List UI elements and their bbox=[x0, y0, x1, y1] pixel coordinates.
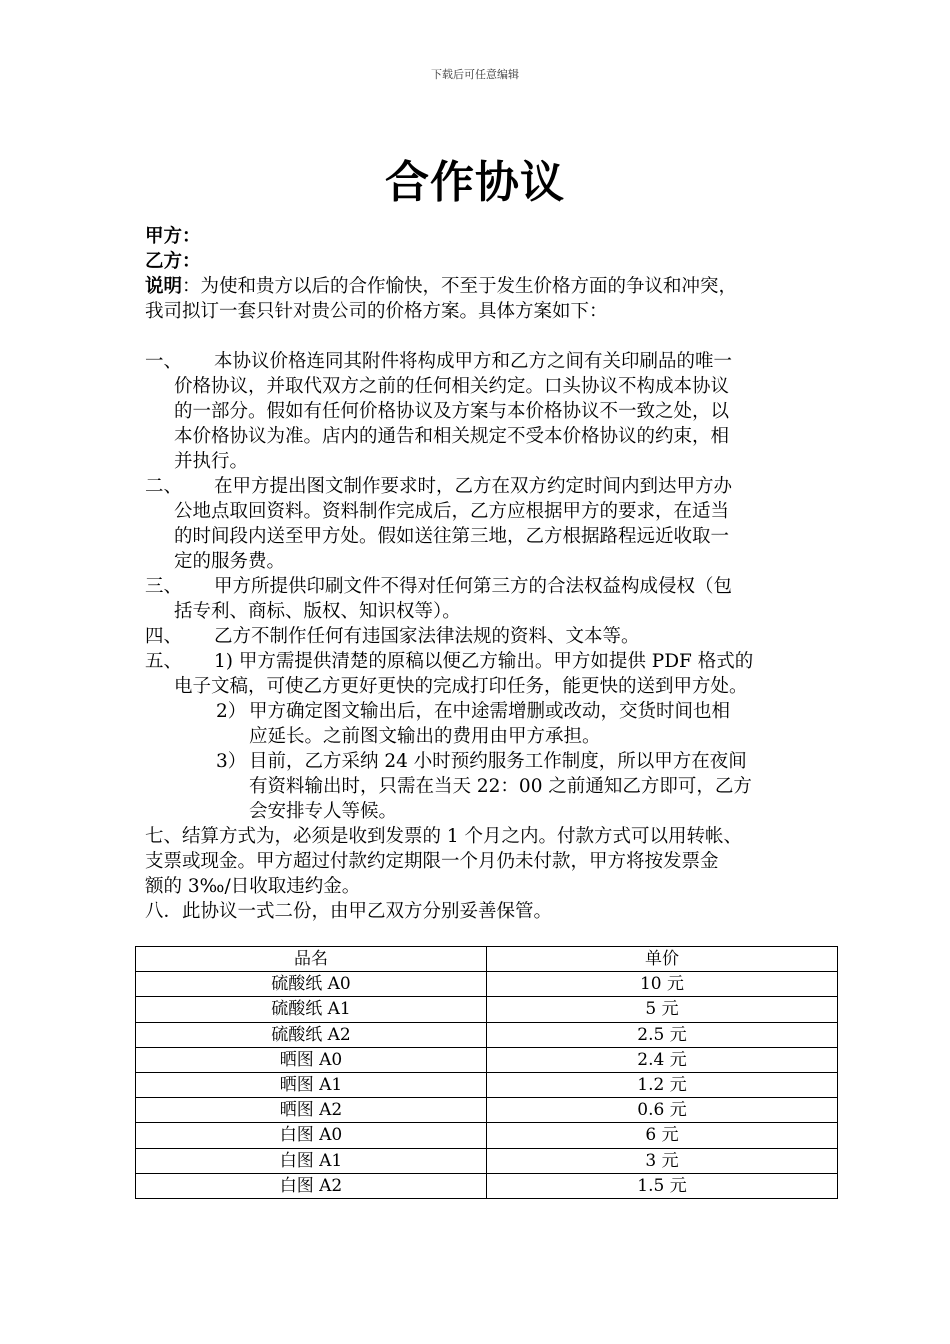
clause-line: 定的服务费。 bbox=[174, 551, 286, 572]
table-row bbox=[136, 1072, 838, 1097]
subclause-line: 应延长。之前图文输出的费用由甲方承担。 bbox=[249, 726, 601, 747]
subclause bbox=[145, 749, 815, 824]
clause-line: 的时间段内送至甲方处。假如送往第三地，乙方根据路程远近收取一 bbox=[174, 526, 730, 547]
price-table bbox=[135, 946, 838, 1199]
settlement-line: 额的 3‰/日收取违约金。 bbox=[145, 876, 361, 897]
clause-number: 一、 bbox=[145, 351, 183, 372]
table-row bbox=[136, 1098, 838, 1123]
price-cell: 1.2 元 bbox=[487, 1072, 838, 1097]
table-row bbox=[136, 1022, 838, 1047]
table-row bbox=[136, 1123, 838, 1148]
clause-number: 四、 bbox=[145, 626, 183, 647]
item-cell: 白图 A1 bbox=[136, 1148, 487, 1173]
price-cell: 0.6 元 bbox=[487, 1098, 838, 1123]
table-header-row bbox=[136, 947, 838, 972]
item-cell: 硫酸纸 A1 bbox=[136, 997, 487, 1022]
clause-line: 本价格协议为准。店内的通告和相关规定不受本价格协议的约束，相 bbox=[174, 426, 730, 447]
price-cell: 10 元 bbox=[487, 972, 838, 997]
subclause-line: 有资料输出时，只需在当天 22：00 之前通知乙方即可，乙方 bbox=[249, 776, 752, 797]
clause-number: 三、 bbox=[145, 576, 183, 597]
subclause-line: 会安排专人等候。 bbox=[249, 801, 398, 822]
clause-line: 的一部分。假如有任何价格协议及方案与本价格协议不一致之处，以 bbox=[174, 401, 730, 422]
clause-text: 1) 甲方需提供清楚的原稿以便乙方输出。甲方如提供 PDF 格式的 bbox=[214, 651, 754, 672]
clause bbox=[145, 574, 815, 624]
clause-line: 括专利、商标、版权、知识权等）。 bbox=[174, 601, 461, 622]
note-line bbox=[145, 274, 815, 299]
clause bbox=[145, 474, 815, 574]
clause-line bbox=[174, 649, 815, 674]
clause-line bbox=[174, 474, 815, 499]
note-line: 我司拟订一套只针对贵公司的价格方案。具体方案如下： bbox=[145, 301, 608, 322]
clause bbox=[145, 624, 815, 649]
clause-line bbox=[174, 349, 815, 374]
table-row bbox=[136, 997, 838, 1022]
price-cell: 3 元 bbox=[487, 1148, 838, 1173]
price-cell: 5 元 bbox=[487, 997, 838, 1022]
note-label: 说明 bbox=[145, 276, 183, 297]
party-a-label: 甲方： bbox=[145, 226, 201, 247]
clause-text: 甲方所提供印刷文件不得对任何第三方的合法权益构成侵权（包 bbox=[214, 576, 733, 597]
clause-text: 乙方不制作任何有违国家法律法规的资料、文本等。 bbox=[214, 626, 640, 647]
blank-line bbox=[145, 324, 815, 349]
settlement-line: 七、结算方式为，必须是收到发票的 1 个月之内。付款方式可以用转帐、 bbox=[145, 826, 743, 847]
column-header-price: 单价 bbox=[487, 947, 838, 972]
clause-line: 公地点取回资料。资料制作完成后，乙方应根据甲方的要求，在适当 bbox=[174, 501, 730, 522]
clause-line: 并执行。 bbox=[174, 451, 249, 472]
price-cell: 2.5 元 bbox=[487, 1022, 838, 1047]
item-cell: 晒图 A2 bbox=[136, 1098, 487, 1123]
clause-text: 在甲方提出图文制作要求时，乙方在双方约定时间内到达甲方办 bbox=[214, 476, 733, 497]
price-cell: 1.5 元 bbox=[487, 1173, 838, 1198]
page-title: 合作协议 bbox=[385, 157, 565, 208]
clause-line: 价格协议，并取代双方之前的任何相关约定。口头协议不构成本协议 bbox=[174, 376, 730, 397]
subclause-line: 甲方确定图文输出后，在中途需增删或改动，交货时间也相 bbox=[249, 701, 731, 722]
settlement-line: 支票或现金。甲方超过付款约定期限一个月仍未付款，甲方将按发票金 bbox=[145, 851, 719, 872]
header-note: 下载后可任意编辑 bbox=[431, 68, 519, 81]
note-text: ：为使和贵方以后的合作愉快，不至于发生价格方面的争议和冲突， bbox=[182, 276, 738, 297]
item-cell: 白图 A2 bbox=[136, 1173, 487, 1198]
clause-line bbox=[174, 574, 815, 599]
column-header-item: 品名 bbox=[136, 947, 487, 972]
item-cell: 晒图 A1 bbox=[136, 1072, 487, 1097]
clause-line: 电子文稿，可使乙方更好更快的完成打印任务，能更快的送到甲方处。 bbox=[174, 676, 748, 697]
party-b-label: 乙方： bbox=[145, 251, 201, 272]
clause-number: 二、 bbox=[145, 476, 183, 497]
price-cell: 6 元 bbox=[487, 1123, 838, 1148]
subclause-number: 3） bbox=[216, 751, 247, 772]
table-row bbox=[136, 1047, 838, 1072]
clause bbox=[145, 349, 815, 474]
clause bbox=[145, 649, 815, 699]
table-row bbox=[136, 972, 838, 997]
subclause bbox=[145, 699, 815, 749]
item-cell: 白图 A0 bbox=[136, 1123, 487, 1148]
table-row bbox=[136, 1173, 838, 1198]
item-cell: 硫酸纸 A2 bbox=[136, 1022, 487, 1047]
price-cell: 2.4 元 bbox=[487, 1047, 838, 1072]
item-cell: 晒图 A0 bbox=[136, 1047, 487, 1072]
item-cell: 硫酸纸 A0 bbox=[136, 972, 487, 997]
agreement-body bbox=[145, 224, 815, 924]
subclause-line: 目前，乙方采纳 24 小时预约服务工作制度，所以甲方在夜间 bbox=[249, 751, 747, 772]
table-row bbox=[136, 1148, 838, 1173]
subclause-number: 2） bbox=[216, 701, 247, 722]
copies-line: 八．此协议一式二份，由甲乙双方分别妥善保管。 bbox=[145, 901, 553, 922]
clause-text: 本协议价格连同其附件将构成甲方和乙方之间有关印刷品的唯一 bbox=[214, 351, 733, 372]
clause-line bbox=[174, 624, 815, 649]
clause-number: 五、 bbox=[145, 651, 183, 672]
